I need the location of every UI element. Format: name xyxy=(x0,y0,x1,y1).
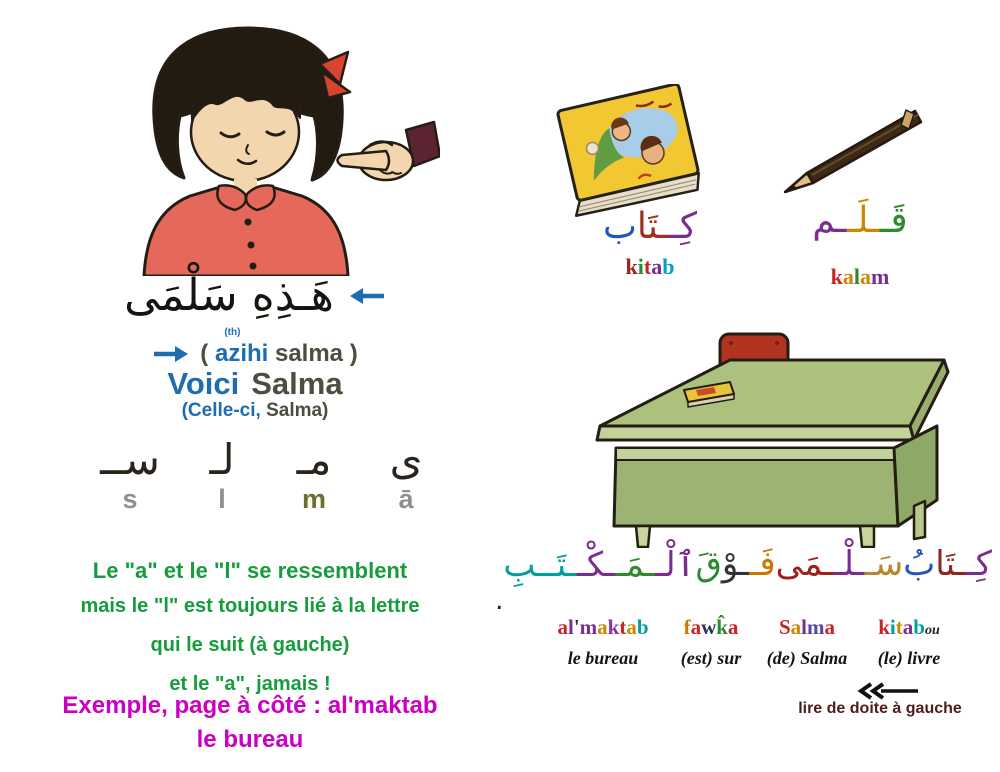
gloss-fr-le-livre: (le) livre xyxy=(877,648,941,668)
translit-a: a xyxy=(214,340,229,367)
salma-word: Salma xyxy=(251,366,343,401)
gloss-fr-est-sur: (est) sur xyxy=(680,648,742,668)
gloss-translit-salma: Salma xyxy=(778,615,836,639)
desk-illustration xyxy=(592,330,967,548)
sentence-word-fawqa: فَــوْقَ xyxy=(695,544,776,584)
translit-salma: salma ) xyxy=(268,340,358,367)
gloss-fr-le-bureau: le bureau xyxy=(567,648,639,668)
translit-open-paren: ( xyxy=(200,340,215,367)
magenta-line-1: Exemple, page à côté : al'maktab xyxy=(62,692,438,719)
translit-text xyxy=(200,327,358,368)
translit-row xyxy=(35,327,475,368)
gloss-kitab xyxy=(855,614,963,670)
arrow-left-icon xyxy=(350,286,386,306)
gloss-almaktab xyxy=(543,614,663,670)
magenta-line-2: le bureau xyxy=(196,726,304,753)
arabic-sentence xyxy=(495,544,992,616)
pencil-illustration xyxy=(772,94,937,208)
voici-word: Voici xyxy=(167,366,240,401)
pencil-drawing xyxy=(772,94,937,208)
letter-item-a: ى ā xyxy=(389,435,423,514)
gloss-fr-de-salma: (de) Salma xyxy=(766,648,848,668)
green-line-4: et le "a", jamais ! xyxy=(169,673,331,695)
gloss-fawka xyxy=(663,614,759,670)
read-direction-note: lire de doite à gauche xyxy=(798,700,962,717)
desk-top xyxy=(600,360,944,426)
book-illustration xyxy=(546,84,714,218)
read-direction-arrow-icon xyxy=(856,682,920,700)
arabic-letters-row xyxy=(88,434,448,512)
green-line-2: mais le "l" est toujours lié à la lettre xyxy=(80,595,420,617)
letter-item-m: مـ m xyxy=(296,435,332,514)
girl-and-hand-drawing xyxy=(88,14,440,276)
gloss-translit-kitab: kitab xyxy=(878,615,925,639)
gloss-translit-fawka: fawk̂a xyxy=(683,615,739,639)
book-drawing xyxy=(546,84,714,218)
arabic-headline: هَـذِهِ سَلْمَى xyxy=(124,270,334,321)
girl-illustration xyxy=(88,14,440,276)
voici-salma-line xyxy=(35,366,475,402)
gloss-salma xyxy=(759,614,855,670)
sentence-word-kitabu: كِــتَابُ xyxy=(903,544,992,584)
th-superscript: (th) xyxy=(224,327,241,338)
translit-ihi: ihi xyxy=(240,340,269,367)
kalam-translit: kalam xyxy=(830,264,890,289)
letter-item-s: ســ s xyxy=(100,435,160,514)
sentence-word-salma: سَــلْــمَى xyxy=(775,544,904,584)
arabic-headline-row xyxy=(35,270,475,321)
kitab-translit: kitab xyxy=(625,254,675,279)
gloss-translit-almaktab: al'maktab xyxy=(557,615,649,639)
green-line-1: Le "a" et le "l" se ressemblent xyxy=(92,558,408,583)
kitab-arabic-word: كِــتَاب xyxy=(603,206,697,247)
gloss-suffix-ou: ou xyxy=(924,623,940,638)
translit-z: z xyxy=(228,340,241,367)
pointing-hand xyxy=(338,122,441,180)
desk-drawing xyxy=(592,330,967,548)
celle-ci-line: (Celle-ci, Salma) xyxy=(181,400,329,421)
sentence-period: . xyxy=(495,586,504,616)
arrow-right-icon xyxy=(152,344,188,364)
sentence-word-almaktab: ٱلْــمَــكْــتَــبِ xyxy=(503,545,696,585)
kalam-arabic-word: قَــلَــم xyxy=(812,200,908,241)
letter-item-l: لـ l xyxy=(209,435,235,514)
green-line-3: qui le suit (à gauche) xyxy=(150,634,350,656)
green-note xyxy=(0,558,500,696)
magenta-example xyxy=(0,692,500,760)
